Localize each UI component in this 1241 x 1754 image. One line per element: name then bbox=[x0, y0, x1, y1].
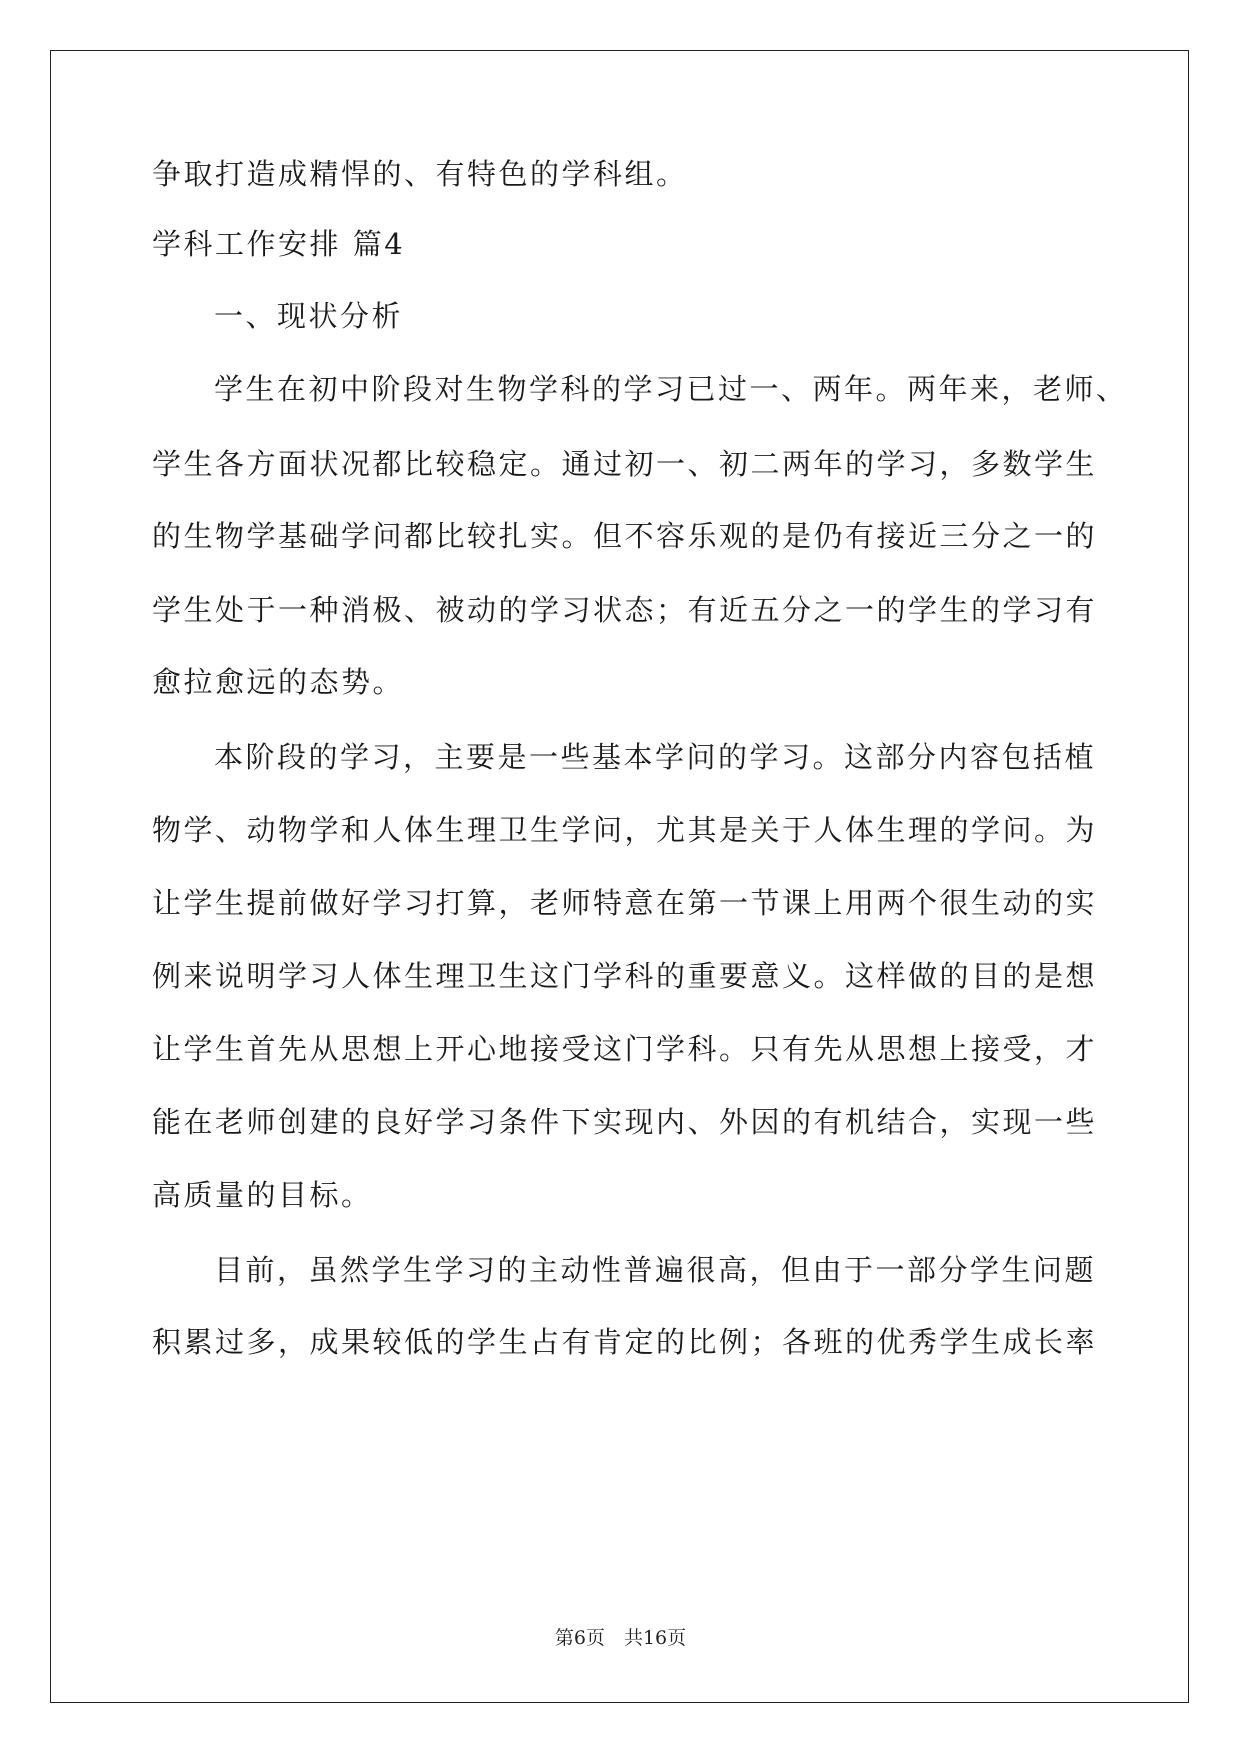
page-border bbox=[50, 50, 1189, 1703]
paragraph-line: 让学生首先从思想上开心地接受这门学科。只有先从思想上接受，才 bbox=[152, 1032, 1098, 1066]
paragraph-line: 让学生提前做好学习打算，老师特意在第一节课上用两个很生动的实 bbox=[152, 886, 1098, 920]
paragraph-line: 积累过多，成果较低的学生占有肯定的比例；各班的优秀学生成长率 bbox=[152, 1325, 1098, 1359]
paragraph-line: 例来说明学习人体生理卫生这门学科的重要意义。这样做的目的是想 bbox=[152, 959, 1098, 993]
paragraph-line: 能在老师创建的良好学习条件下实现内、外因的有机结合，实现一些 bbox=[152, 1105, 1098, 1139]
paragraph-line: 目前，虽然学生学习的主动性普遍很高，但由于一部分学生问题 bbox=[214, 1253, 1097, 1287]
section-heading: 学科工作安排 篇4 bbox=[152, 227, 406, 261]
page-number-footer: 第6页 共16页 bbox=[554, 1627, 687, 1649]
paragraph-line: 学生在初中阶段对生物学科的学习已过一、两年。两年来，老师、 bbox=[214, 372, 1128, 406]
paragraph-line: 本阶段的学习，主要是一些基本学问的学习。这部分内容包括植 bbox=[214, 740, 1097, 774]
paragraph-line: 愈拉愈远的态势。 bbox=[152, 665, 405, 699]
paragraph-line: 争取打造成精悍的、有特色的学科组。 bbox=[152, 157, 688, 191]
paragraph-line: 物学、动物学和人体生理卫生学问，尤其是关于人体生理的学问。为 bbox=[152, 813, 1098, 847]
paragraph-line: 学生各方面状况都比较稳定。通过初一、初二两年的学习，多数学生 bbox=[152, 447, 1098, 481]
paragraph-line: 的生物学基础学问都比较扎实。但不容乐观的是仍有接近三分之一的 bbox=[152, 519, 1098, 553]
paragraph-line: 学生处于一种消极、被动的学习状态；有近五分之一的学生的学习有 bbox=[152, 593, 1098, 627]
paragraph-line: 高质量的目标。 bbox=[152, 1178, 373, 1212]
subsection-heading: 一、现状分析 bbox=[214, 299, 404, 333]
